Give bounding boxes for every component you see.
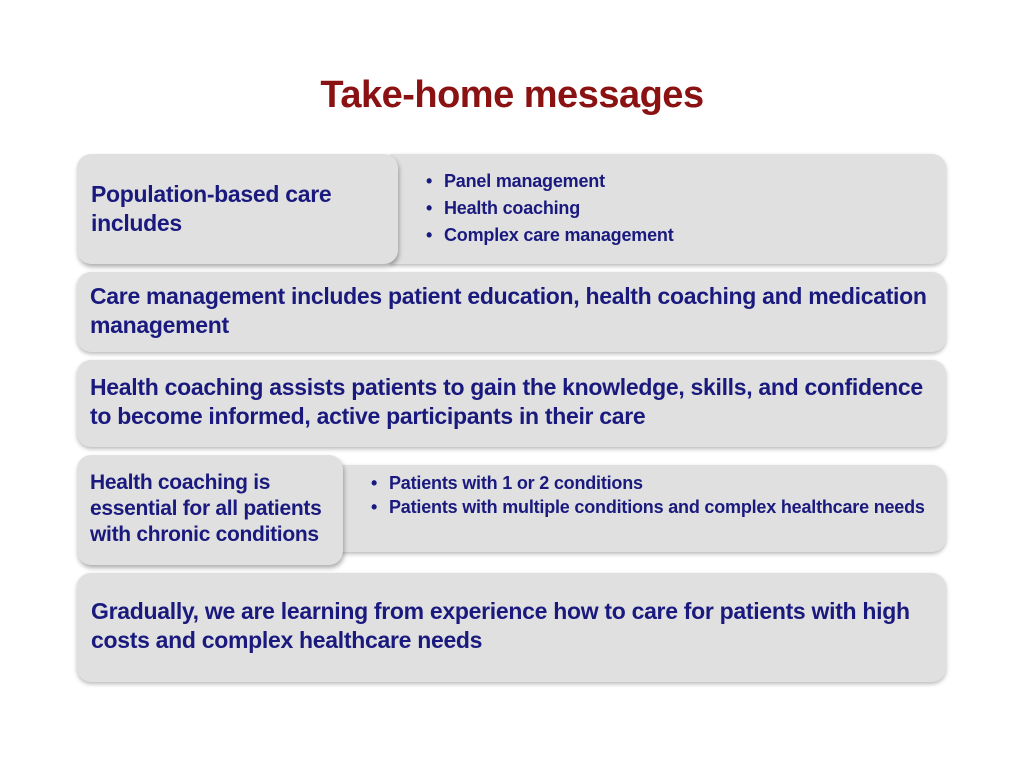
bullet-dot: • — [371, 473, 378, 493]
chronic-conditions-bullets-box — [335, 465, 946, 552]
chronic-conditions-bullet-list — [369, 471, 929, 519]
population-care-label: Population-based care includes — [91, 181, 332, 236]
chronic-conditions-label: Health coaching is essential for all patients with chronic conditions — [90, 471, 322, 546]
health-coaching-box — [77, 360, 946, 447]
bullet-text: Health coaching — [444, 198, 581, 218]
slide-title: Take-home messages — [320, 74, 704, 116]
care-management-box — [77, 272, 946, 352]
bullet-multiple-conditions — [369, 495, 929, 519]
learning-from-experience-box — [77, 573, 946, 682]
bullet-complex-care-management — [424, 222, 674, 249]
bullet-text: Panel management — [444, 171, 605, 191]
bullet-text: Patients with 1 or 2 conditions — [389, 473, 643, 493]
bullet-dot: • — [426, 171, 433, 191]
bullet-panel-management — [424, 168, 674, 195]
bullet-health-coaching — [424, 195, 674, 222]
bullet-dot: • — [371, 497, 378, 517]
bullet-one-or-two-conditions — [369, 471, 929, 495]
bullet-text: Patients with multiple conditions and complex healthcare needs — [389, 497, 925, 517]
bullet-dot: • — [426, 198, 433, 218]
health-coaching-text: Health coaching assists patients to gain the knowledge, skills, and confidence to become informed, active participants in their care — [90, 374, 923, 429]
population-care-bullets-box — [390, 154, 946, 264]
care-management-text: Care management includes patient education, health coaching and medication management — [90, 283, 927, 338]
bullet-text: Complex care management — [444, 225, 674, 245]
chronic-conditions-label-box — [77, 455, 343, 565]
population-care-bullet-list — [424, 168, 674, 249]
population-care-label-box — [77, 154, 398, 264]
learning-from-experience-text: Gradually, we are learning from experience how to care for patients with high costs and complex healthcare needs — [91, 598, 910, 653]
bullet-dot: • — [426, 225, 433, 245]
